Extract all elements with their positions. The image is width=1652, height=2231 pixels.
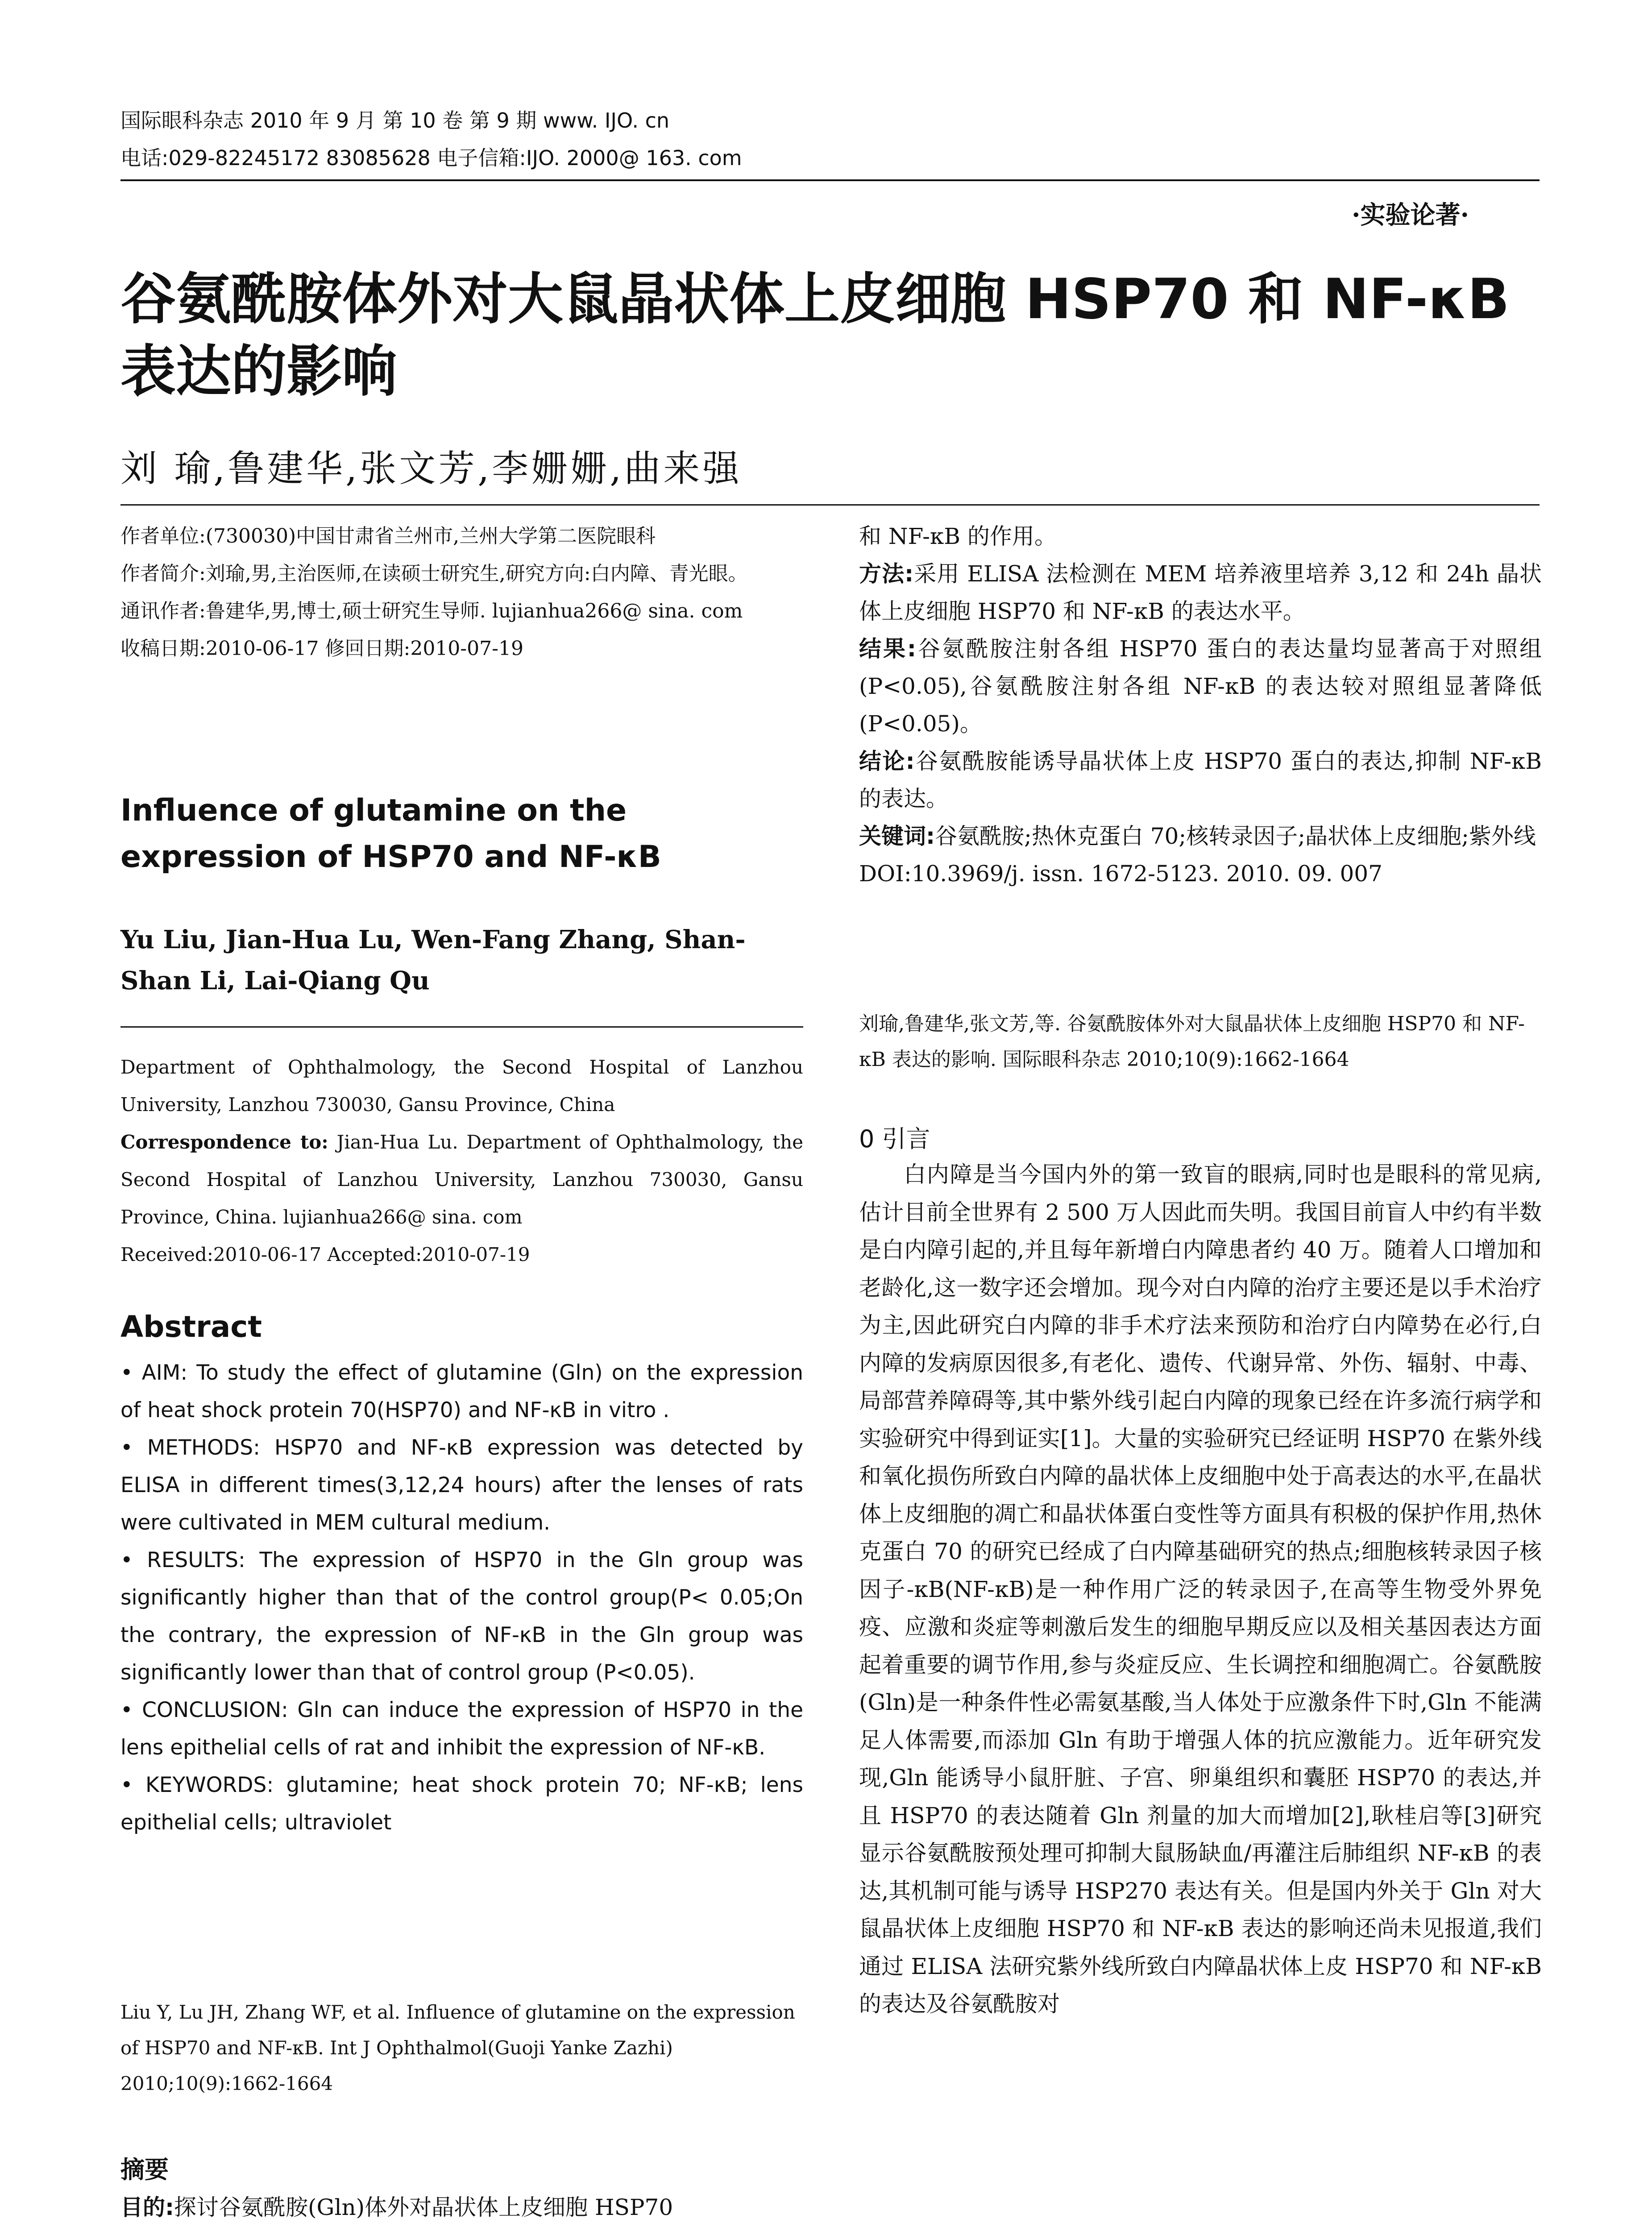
journal-header <box>120 102 742 177</box>
english-title: Influence of glutamine on the expression of HSP70 and NF-κB <box>120 793 661 875</box>
article-title: 谷氨酰胺体外对大鼠晶状体上皮细胞 HSP70 和 NF-κB 表达的影响 <box>120 267 1510 404</box>
result-label: 结果: <box>859 636 916 662</box>
abstract-conclusion-cn <box>859 742 1542 817</box>
english-affiliation <box>120 1049 803 1273</box>
header-line-1: 国际眼科杂志 2010 年 9 月 第 10 卷 第 9 期 www. IJO. cn <box>120 108 670 133</box>
method-label: 方法: <box>859 561 914 587</box>
english-authors-divider <box>120 1026 803 1028</box>
english-correspondence <box>120 1124 803 1236</box>
goal-text-start: 探讨谷氨酰胺(Gln)体外对晶状体上皮细胞 HSP70 <box>174 2194 673 2220</box>
chinese-abstract-heading: 摘要 <box>120 2156 169 2184</box>
intro-text: 白内障是当今国内外的第一致盲的眼病,同时也是眼科的常见病,估计目前全世界有 2 500 万人因此而失明。我国目前盲人中约有半数是白内障引起的,并且每年新增白内障患者约 40 万。随着人口增加和老龄化,这一数字还会增加。现今对白内障的治疗主要还是以手术治疗为主,因此研究白内障的非手术疗法来预防和治疗白内障势在必行,白内障的发病原因很多,有老化、遗传、代谢异常、外伤、辐射、中毒、局部营养障碍等,其中紫外线引起白内障的现象已经在许多流行病学和实验研究中得到证实[1]。大量的实验研究已经证明 HSP70 在紫外线和氧化损伤所致白内障的晶状体上皮细胞中处于高表达的水平,在晶状体上皮细胞的凋亡和晶状体蛋白变性等方面具有积极的保护作用,热休克蛋白 70 的研究已经成了白内障基础研究的热点;细胞核转录因子核因子-κB(NF-κB)是一种作用广泛的转录因子,在高等生物受外界免疫、应激和炎症等刺激后发生的细胞早期反应以及相关基因表达方面起着重要的调节作用,参与炎症反应、生长调控和细胞凋亡。谷氨酰胺(Gln)是一种条件性必需氨基酸,当人体处于应激条件下时,Gln 不能满足人体需要,而添加 Gln 有助于增强人体的抗应激能力。近年研究发现,Gln 能诱导小鼠肝脏、子宫、卵巢组织和囊胚 HSP70 的表达,并且 HSP70 的表达随着 Gln 剂量的加大而增加[2],耿桂启等[3]研究显示谷氨酰胺预处理可抑制大鼠肠缺血/再灌注后肺组织 NF-κB 的表达,其机制可能与诱导 HSP270 表达有关。但是国内外关于 Gln 对大鼠晶状体上皮细胞 HSP70 和 NF-κB 表达的影响还尚未见报道,我们通过 ELISA 法研究紫外线所致白内障晶状体上皮 HSP70 和 NF-κB 的表达及谷氨酰胺对 <box>859 1161 1542 2017</box>
english-department: Department of Ophthalmology, the Second Hospital of Lanzhou University, Lanzhou 730030, Gansu Province, China <box>120 1056 803 1116</box>
abstract-aim: • AIM: To study the effect of glutamine (Gln) on the expression of heat shock protein 70(HSP70) and NF-κB in vitro . <box>120 1360 803 1422</box>
conclusion-text: 谷氨酰胺能诱导晶状体上皮 HSP70 蛋白的表达,抑制 NF-κB 的表达。 <box>859 748 1542 812</box>
affiliation-bio: 作者简介:刘瑜,男,主治医师,在读硕士研究生,研究方向:白内障、青光眼。 <box>120 562 748 585</box>
english-abstract <box>120 1354 803 1841</box>
abstract-keywords: • KEYWORDS: glutamine; heat shock protein 70; NF-κB; lens epithelial cells; ultraviolet <box>120 1773 803 1835</box>
abstract-result <box>859 630 1542 742</box>
correspondence-text: Jian-Hua Lu. Department of Ophthalmology, the Second Hospital of Lanzhou University, Lanzhou 730030, Gansu Province, China. lujianhua266@ sina. com <box>120 1131 803 1228</box>
abstract-heading: Abstract <box>120 1310 262 1344</box>
chinese-citation: 刘瑜,鲁建华,张文芳,等. 谷氨酰胺体外对大鼠晶状体上皮细胞 HSP70 和 NF-κB 表达的影响. 国际眼科杂志 2010;10(9):1662-1664 <box>859 1012 1525 1071</box>
section-tag: ·实验论著· <box>1352 200 1469 230</box>
keywords-label: 关键词: <box>859 823 935 849</box>
english-dates: Received:2010-06-17 Accepted:2010-07-19 <box>120 1244 530 1265</box>
abstract-keywords-cn <box>859 817 1542 855</box>
intro-heading: 0 引言 <box>859 1125 930 1153</box>
doi: DOI:10.3969/j. issn. 1672-5123. 2010. 09. 007 <box>859 861 1382 887</box>
conclusion-label: 结论: <box>859 748 915 774</box>
chinese-abstract-goal-start <box>120 2189 803 2226</box>
title-divider <box>120 504 1540 506</box>
abstract-methods: • METHODS: HSP70 and NF-κB expression was detected by ELISA in different times(3,12,24 hours) after the lenses of rats were cultivated in MEM cultural medium. <box>120 1435 803 1535</box>
author-affiliation <box>120 518 803 668</box>
keywords-text: 谷氨酰胺;热休克蛋白 70;核转录因子;晶状体上皮细胞;紫外线 <box>935 823 1536 849</box>
affiliation-dates: 收稿日期:2010-06-17 修回日期:2010-07-19 <box>120 637 524 660</box>
method-text: 采用 ELISA 法检测在 MEM 培养液里培养 3,12 和 24h 晶状体上皮细胞 HSP70 和 NF-κB 的表达水平。 <box>859 561 1542 624</box>
abstract-conclusion: • CONCLUSION: Gln can induce the expression of HSP70 in the lens epithelial cells of rat and inhibit the expression of NF-κB. <box>120 1698 803 1760</box>
header-line-2: 电话:029-82245172 83085628 电子信箱:IJO. 2000@ 163. com <box>120 146 742 170</box>
goal-text-end: 和 NF-κB 的作用。 <box>859 523 1057 549</box>
author-list: 刘 瑜,鲁建华,张文芳,李姗姗,曲来强 <box>120 448 742 490</box>
goal-label: 目的: <box>120 2194 174 2220</box>
header-divider <box>120 179 1540 181</box>
chinese-abstract-body <box>859 518 1542 892</box>
correspondence-label: Correspondence to: <box>120 1131 328 1153</box>
abstract-method <box>859 555 1542 630</box>
affiliation-unit: 作者单位:(730030)中国甘肃省兰州市,兰州大学第二医院眼科 <box>120 525 656 547</box>
english-citation: Liu Y, Lu JH, Zhang WF, et al. Influence of glutamine on the expression of HSP70 and NF-κB. Int J Ophthalmol(Guoji Yanke Zazhi) 2010;10(9):1662-1664 <box>120 2001 795 2094</box>
affiliation-correspondence: 通讯作者:鲁建华,男,博士,硕士研究生导师. lujianhua266@ sina. com <box>120 600 743 622</box>
english-authors: Yu Liu, Jian-Hua Lu, Wen-Fang Zhang, Shan-Shan Li, Lai-Qiang Qu <box>120 925 746 995</box>
abstract-results: • RESULTS: The expression of HSP70 in the Gln group was significantly higher than that of the control group(P< 0.05;On the contrary, the expression of NF-κB in the Gln group was significantly lower than that of control group (P<0.05). <box>120 1548 803 1685</box>
result-text: 谷氨酰胺注射各组 HSP70 蛋白的表达量均显著高于对照组(P<0.05),谷氨酰胺注射各组 NF-κB 的表达较对照组显著降低(P<0.05)。 <box>859 636 1542 737</box>
